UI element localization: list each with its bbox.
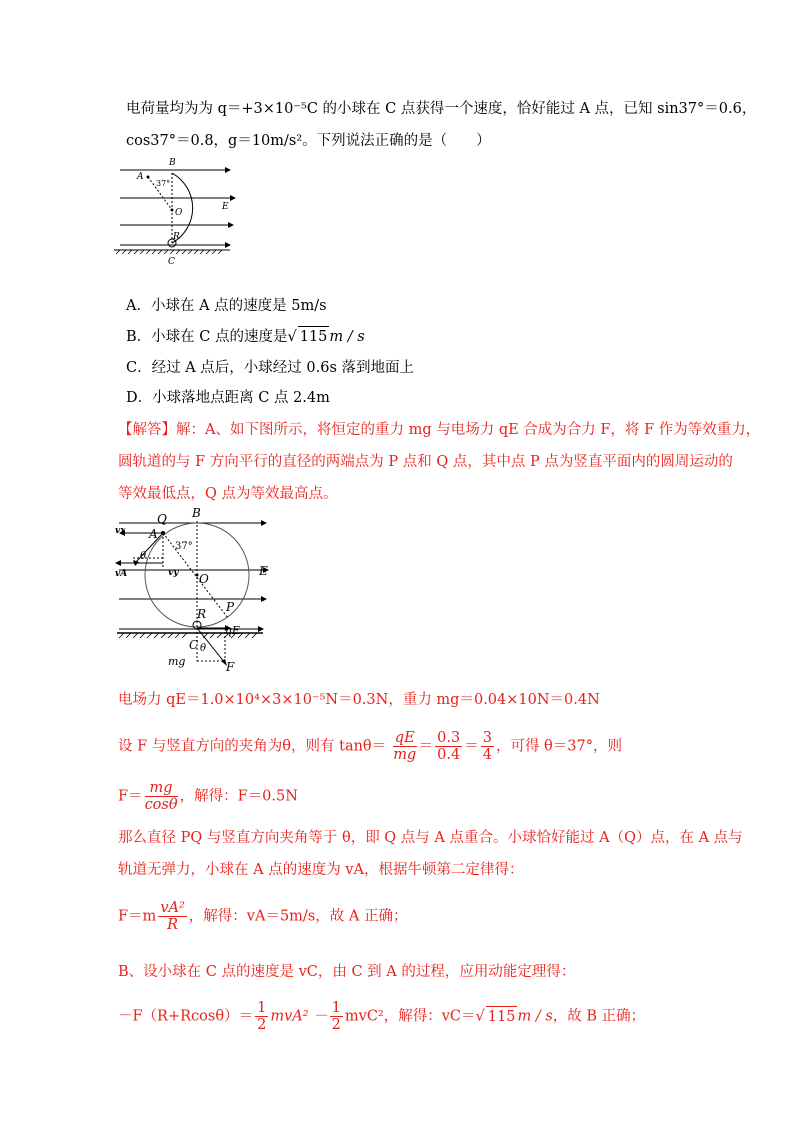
f-line (118, 780, 298, 820)
f-prefix: F＝ (118, 788, 143, 805)
fig2-label-theta: θ (140, 551, 147, 562)
fig2-label-qe: qE (225, 624, 241, 637)
fig1-label-c: C (168, 257, 175, 267)
energy-sqrt: 115 (486, 1006, 518, 1027)
fig1-label-b: B (169, 158, 176, 168)
fig2-label-q: Q (157, 512, 167, 526)
question-line-2: cos37°＝0.8，g＝10m/s²。下列说法正确的是（ ） (126, 133, 491, 149)
fig2-label-va: vA (115, 569, 128, 579)
option-c: C．经过 A 点后，小球经过 0.6s 落到地面上 (126, 360, 415, 376)
energy-half-2: $\frac{1}{2}$ (331, 1000, 341, 1033)
energy-unit: m / s (517, 1008, 553, 1025)
f-suffix: ，解得：F＝0.5N (179, 788, 298, 805)
question-line-1: 电荷量均为为 q＝+3×10⁻⁵C 的小球在 C 点获得一个速度，恰好能过 A 点，已知 sin37°＝0.6， (126, 101, 757, 117)
answer-line-1 (118, 420, 760, 440)
fm-suffix: ，解得：vA＝5m/s，故 A 正确； (188, 908, 408, 925)
fig2-label-a: A (149, 527, 158, 541)
fig1-label-r: R (173, 232, 180, 242)
tan-line: 设 F 与竖直方向的夹角为θ，则有 tanθ＝ $\frac{qE}{mg}$ ＝ $\frac{0.3}{0.4}$ ＝ $\frac{3}{4}$ ，可得 θ＝37°，则 (118, 730, 622, 763)
fig2-label-vx: vx (115, 526, 126, 536)
fig1-label-a: A (137, 172, 144, 182)
option-d: D．小球落地点距离 C 点 2.4m (126, 390, 330, 406)
option-a: A．小球在 A 点的速度是 5m/s (126, 298, 327, 314)
b-line: B、设小球在 C 点的速度是 vC，由 C 到 A 的过程，应用动能定理得： (118, 964, 576, 980)
energy-half-1: $\frac{1}{2}$ (257, 1000, 267, 1033)
option-b-sqrt: 115 (298, 326, 330, 347)
fig2-label-mg: mg (168, 655, 186, 668)
tan-suffix: ，可得 θ＝37°，则 (495, 738, 622, 755)
fig2-label-b: B (192, 506, 201, 520)
fig2-label-f: F (226, 660, 235, 674)
answer-text-1: 解：A、如下图所示，将恒定的重力 mg 与电场力 qE 合成为合力 F，将 F 作为等效重力， (176, 422, 761, 438)
fig2-label-o: O (199, 572, 209, 586)
answer-line-3: 等效最低点，Q 点为等效最高点。 (118, 486, 338, 502)
fig1-label-e: E (222, 202, 229, 212)
answer-line-2: 圆轨道的与 F 方向平行的直径的两端点为 P 点和 Q 点，其中点 P 点为竖直平面内的圆周运动的 (118, 454, 733, 470)
fig1-label-angle: 37° (156, 179, 171, 188)
fig2-label-theta2: θ (200, 643, 207, 654)
energy-prefix: －F（R+Rcosθ）＝ (118, 1008, 254, 1025)
fig2-label-vy: vy (168, 568, 179, 578)
fig2-label-r: R (197, 607, 207, 621)
question-figure (110, 155, 240, 267)
fig2-label-e: E (259, 564, 268, 578)
force-line: 电场力 qE＝1.0×10⁴×3×10⁻⁵N＝0.3N，重力 mg＝0.04×10N＝0.4N (118, 692, 600, 708)
fig2-label-p: P (226, 600, 235, 614)
option-b-unit: m / s (329, 329, 365, 345)
tan-frac-1: $\frac{qE}{mg}$ (393, 730, 417, 763)
energy-suffix: ，故 B 正确； (552, 1008, 646, 1025)
answer-figure (113, 503, 283, 675)
pq-line-2: 轨道无弹力，小球在 A 点的速度为 vA，根据牛顿第二定律得： (118, 862, 524, 878)
pq-line-1: 那么直径 PQ 与竖直方向夹角等于 θ，即 Q 点与 A 点重合。小球恰好能过 A（Q）点，在 A 点与 (118, 830, 743, 846)
energy-mid-1: mvA² － (270, 1008, 328, 1025)
fig2-label-angle: 37° (175, 541, 193, 552)
fig1-label-o: O (175, 208, 183, 218)
energy-mid-2: mvC²，解得：vC＝ (344, 1008, 476, 1025)
option-b-text: B．小球在 C 点的速度是 (126, 329, 288, 345)
answer-tag: 【解答】 (118, 422, 176, 438)
fig2-label-c: C (189, 638, 199, 652)
fm-prefix: F＝m (118, 908, 157, 925)
fm-line (118, 900, 407, 942)
energy-line: －F（R+Rcosθ）＝ $\frac{1}{2}$ mvA² － $\frac{1}{2}$ mvC²，解得：vC＝√ 115 m / s，故 B 正确； (118, 1000, 646, 1033)
fm-frac: $\frac{\text{vA²}}{R}$ (160, 900, 185, 933)
f-frac: $\frac{mg}{\cos\theta}$ (144, 780, 178, 813)
tan-prefix: 设 F 与竖直方向的夹角为θ，则有 tanθ＝ (118, 738, 387, 755)
tan-frac-3: $\frac{3}{4}$ (482, 730, 492, 763)
tan-frac-2: $\frac{0.3}{0.4}$ (437, 730, 461, 763)
option-b: B．小球在 C 点的速度是√ 115 m / s (126, 326, 365, 347)
